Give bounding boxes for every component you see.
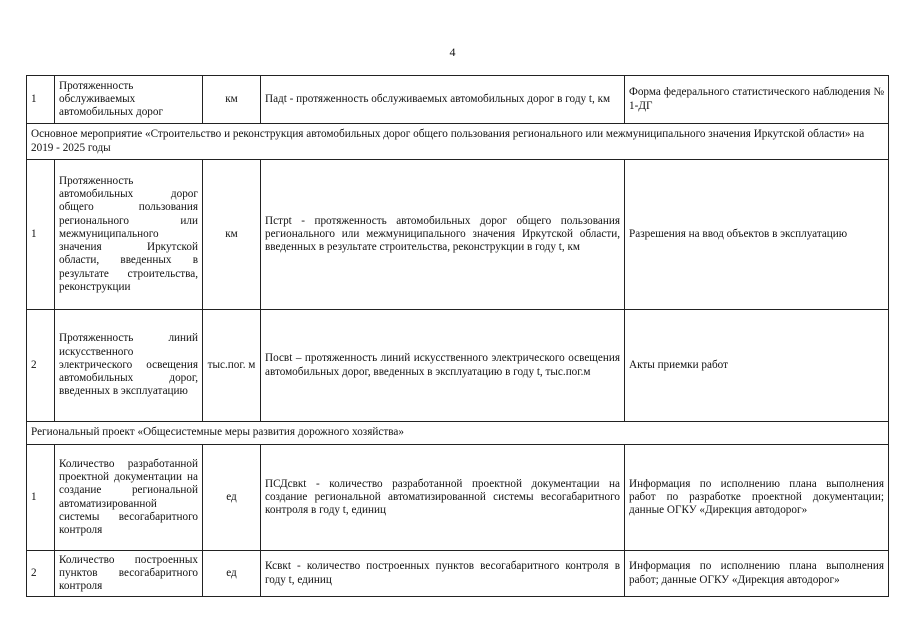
section-row [27, 422, 889, 445]
unit-of-measure: тыс.пог. м [203, 310, 261, 422]
indicator-formula: Ксвкt - количество построенных пунктов весогабаритного контроля в году t, единиц [261, 551, 625, 597]
unit-of-measure: ед [203, 445, 261, 551]
indicator-formula: Пaдt - протяженность обслуживаемых автомобильных дорог в году t, км [261, 76, 625, 124]
unit-of-measure: км [203, 76, 261, 124]
section-title: Основное мероприятие «Строительство и реконструкция автомобильных дорог общего пользования регионального или межмуниципального значения Иркутской области» на 2019 - 2025 годы [27, 124, 889, 160]
indicators-table [26, 75, 889, 597]
section-title: Региональный проект «Общесистемные меры развития дорожного хозяйства» [27, 422, 889, 445]
indicator-name: Протяженность обслуживаемых автомобильных дорог [55, 76, 203, 124]
indicator-name: Количество разработанной проектной документации на создание региональной автоматизированной системы весогабаритного контроля [55, 445, 203, 551]
data-source: Акты приемки работ [625, 310, 889, 422]
indicator-formula: Посвt – протяженность линий искусственного электрического освещения автомобильных дорог, введенных в эксплуатацию в году t, тыс.пог.м [261, 310, 625, 422]
table-row [27, 310, 889, 422]
row-number: 2 [27, 551, 55, 597]
data-source: Информация по исполнению плана выполнения работ; данные ОГКУ «Дирекция автодорог» [625, 551, 889, 597]
unit-of-measure: км [203, 160, 261, 310]
row-number: 1 [27, 160, 55, 310]
row-number: 2 [27, 310, 55, 422]
indicator-name: Протяженность линий искусственного электрического освещения автомобильных дорог, введенных в эксплуатацию [55, 310, 203, 422]
table-row [27, 551, 889, 597]
indicator-name: Количество построенных пунктов весогабаритного контроля [55, 551, 203, 597]
page-number: 4 [449, 45, 456, 59]
data-source: Разрешения на ввод объектов в эксплуатацию [625, 160, 889, 310]
table-row [27, 76, 889, 124]
indicator-formula: Пстрt - протяженность автомобильных дорог общего пользования регионального или межмуниципального значения Иркутской области, введенных в результате строительства, реконструкции в году t, км [261, 160, 625, 310]
data-source: Форма федерального статистического наблюдения № 1-ДГ [625, 76, 889, 124]
table-row [27, 160, 889, 310]
section-row [27, 124, 889, 160]
indicator-formula: ПСДсвкt - количество разработанной проектной документации на создание региональной автоматизированной системы весогабаритного контроля в году t, единиц [261, 445, 625, 551]
table-row [27, 445, 889, 551]
unit-of-measure: ед [203, 551, 261, 597]
indicator-name: Протяженность автомобильных дорог общего пользования регионального или межмуниципального значения Иркутской области, введенных в результате строительства, реконструкции [55, 160, 203, 310]
row-number: 1 [27, 445, 55, 551]
data-source: Информация по исполнению плана выполнения работ по разработке проектной документации; данные ОГКУ «Дирекция автодорог» [625, 445, 889, 551]
row-number: 1 [27, 76, 55, 124]
